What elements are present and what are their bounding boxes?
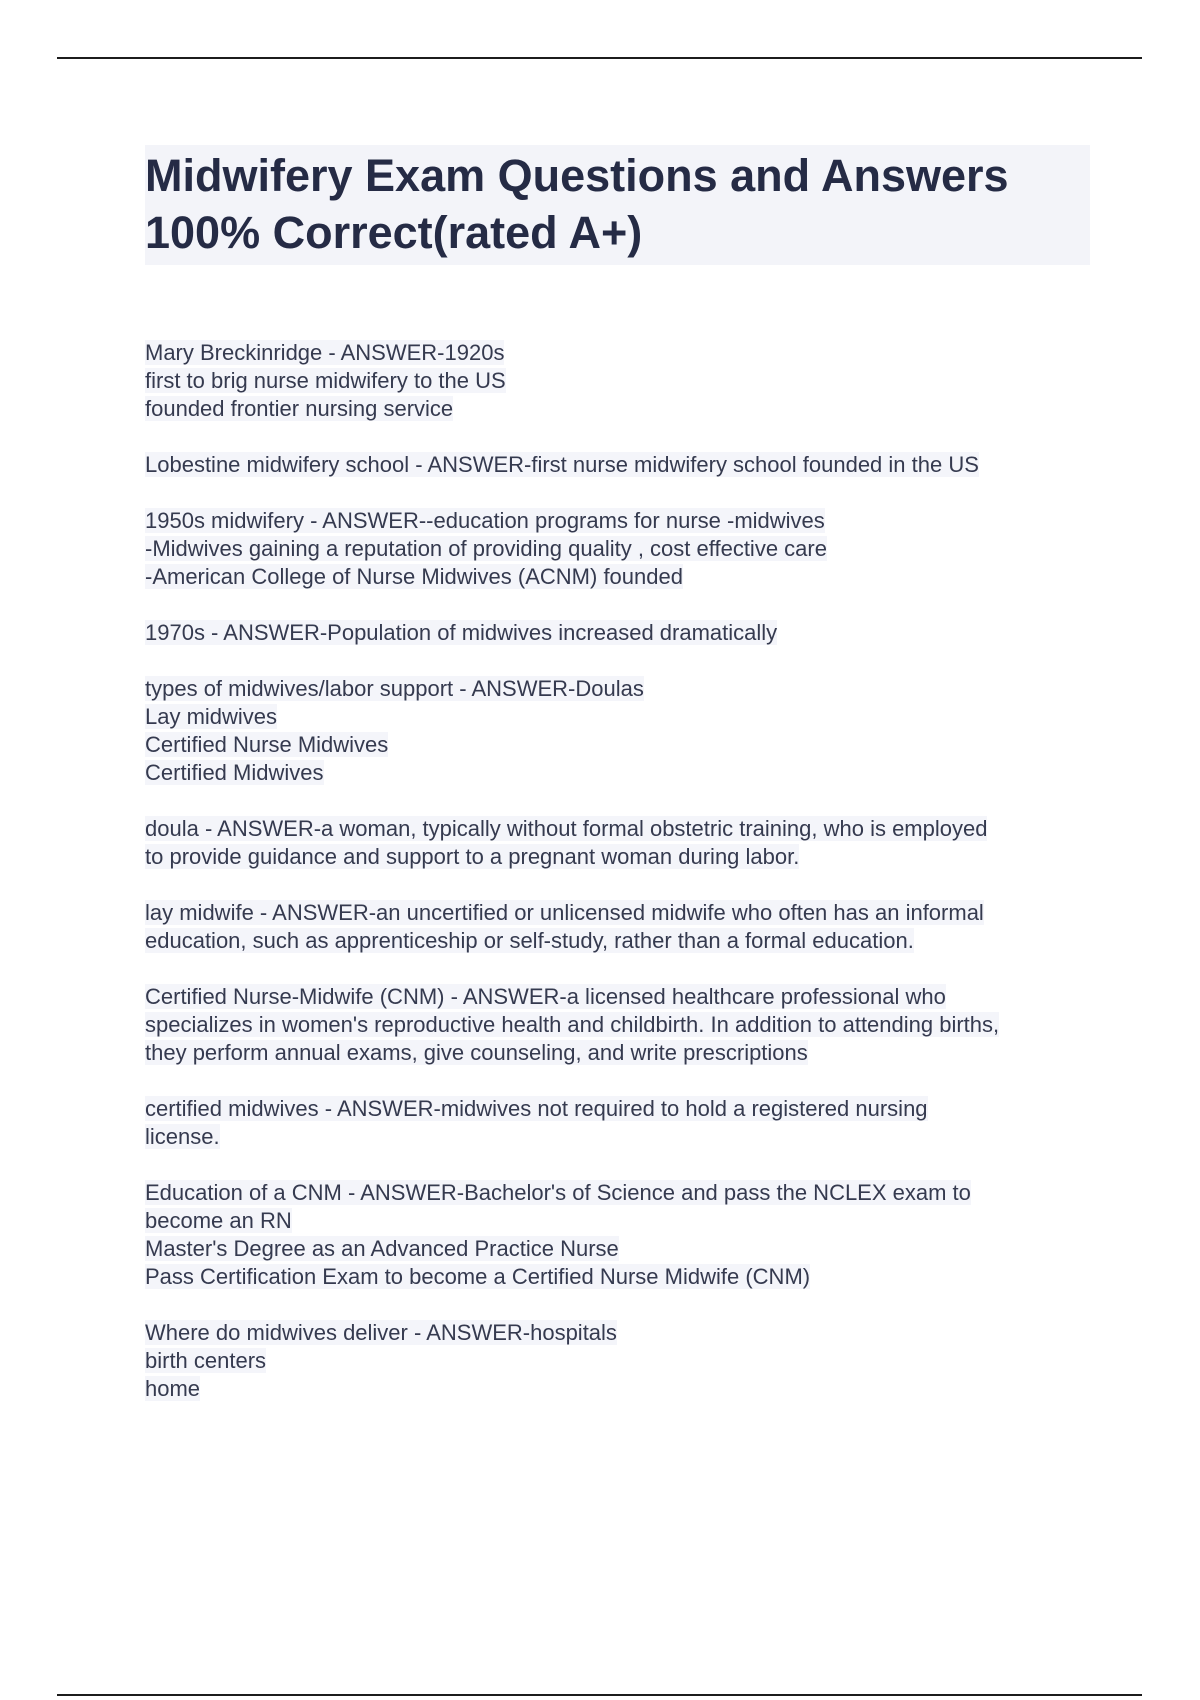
qa-entry [145, 675, 1095, 787]
qa-entry-line [145, 395, 1095, 423]
qa-entry [145, 339, 1095, 423]
qa-entry-text: -Midwives gaining a reputation of providing quality , cost effective care [145, 536, 827, 561]
title-line-1: Midwifery Exam Questions and Answers [145, 150, 1009, 201]
qa-entry-text: Master's Degree as an Advanced Practice Nurse [145, 1236, 619, 1261]
qa-entry-line [145, 899, 1095, 927]
qa-entry-line [145, 1011, 1095, 1039]
qa-entry-line [145, 759, 1095, 787]
qa-entry-line [145, 703, 1095, 731]
qa-entry-line [145, 927, 1095, 955]
qa-entry-text: they perform annual exams, give counseling, and write prescriptions [145, 1040, 808, 1065]
qa-entry-text: 1950s midwifery - ANSWER--education programs for nurse -midwives [145, 508, 825, 533]
qa-entry [145, 815, 1095, 871]
qa-list [145, 339, 1095, 1431]
qa-entry-line [145, 731, 1095, 759]
qa-entry-text: home [145, 1376, 201, 1401]
qa-entry-text: Education of a CNM - ANSWER-Bachelor's of Science and pass the NCLEX exam to [145, 1180, 971, 1205]
qa-entry [145, 507, 1095, 591]
qa-entry [145, 899, 1095, 955]
qa-entry-line [145, 815, 1095, 843]
qa-entry-text: Pass Certification Exam to become a Certified Nurse Midwife (CNM) [145, 1264, 811, 1289]
qa-entry-text: Lobestine midwifery school - ANSWER-first nurse midwifery school founded in the US [145, 452, 979, 477]
qa-entry-line [145, 1375, 1095, 1403]
qa-entry-text: Mary Breckinridge - ANSWER-1920s [145, 340, 505, 365]
qa-entry-line [145, 507, 1095, 535]
qa-entry-text: Certified Nurse-Midwife (CNM) - ANSWER-a licensed healthcare professional who [145, 984, 946, 1009]
qa-entry [145, 619, 1095, 647]
qa-entry-line [145, 1319, 1095, 1347]
qa-entry-line [145, 1263, 1095, 1291]
qa-entry-line [145, 535, 1095, 563]
qa-entry-text: birth centers [145, 1348, 267, 1373]
qa-entry [145, 983, 1095, 1067]
qa-entry-text: Where do midwives deliver - ANSWER-hospitals [145, 1320, 617, 1345]
qa-entry-text: Certified Midwives [145, 760, 324, 785]
qa-entry-text: become an RN [145, 1208, 292, 1233]
qa-entry-line [145, 1347, 1095, 1375]
qa-entry-text: specializes in women's reproductive health and childbirth. In addition to attending births, [145, 1012, 1000, 1037]
qa-entry-line [145, 1207, 1095, 1235]
bottom-divider [57, 1694, 1142, 1696]
qa-entry-text: founded frontier nursing service [145, 396, 454, 421]
qa-entry-text: certified midwives - ANSWER-midwives not required to hold a registered nursing [145, 1096, 928, 1121]
qa-entry [145, 451, 1095, 479]
qa-entry-text: doula - ANSWER-a woman, typically without formal obstetric training, who is employed [145, 816, 988, 841]
qa-entry-line [145, 983, 1095, 1011]
qa-entry-line [145, 675, 1095, 703]
qa-entry-line [145, 1123, 1095, 1151]
qa-entry-text: -American College of Nurse Midwives (ACNM) founded [145, 564, 683, 589]
qa-entry-line [145, 1235, 1095, 1263]
qa-entry-text: Lay midwives [145, 704, 278, 729]
qa-entry [145, 1319, 1095, 1403]
qa-entry-line [145, 451, 1095, 479]
qa-entry-line [145, 619, 1095, 647]
qa-entry-line [145, 1095, 1095, 1123]
qa-entry-text: license. [145, 1124, 220, 1149]
qa-entry-line [145, 843, 1095, 871]
qa-entry-text: lay midwife - ANSWER-an uncertified or unlicensed midwife who often has an informal [145, 900, 984, 925]
document-title [145, 145, 1090, 265]
qa-entry-line [145, 367, 1095, 395]
title-line-2: 100% Correct(rated A+) [145, 207, 643, 258]
top-divider [57, 57, 1142, 59]
qa-entry-text: 1970s - ANSWER-Population of midwives increased dramatically [145, 620, 778, 645]
qa-entry-text: education, such as apprenticeship or self-study, rather than a formal education. [145, 928, 914, 953]
qa-entry-line [145, 1179, 1095, 1207]
qa-entry-text: types of midwives/labor support - ANSWER-Doulas [145, 676, 644, 701]
qa-entry-text: to provide guidance and support to a pregnant woman during labor. [145, 844, 800, 869]
qa-entry-text: first to brig nurse midwifery to the US [145, 368, 506, 393]
qa-entry-text: Certified Nurse Midwives [145, 732, 389, 757]
qa-entry [145, 1179, 1095, 1291]
qa-entry [145, 1095, 1095, 1151]
qa-entry-line [145, 1039, 1095, 1067]
qa-entry-line [145, 563, 1095, 591]
qa-entry-line [145, 339, 1095, 367]
